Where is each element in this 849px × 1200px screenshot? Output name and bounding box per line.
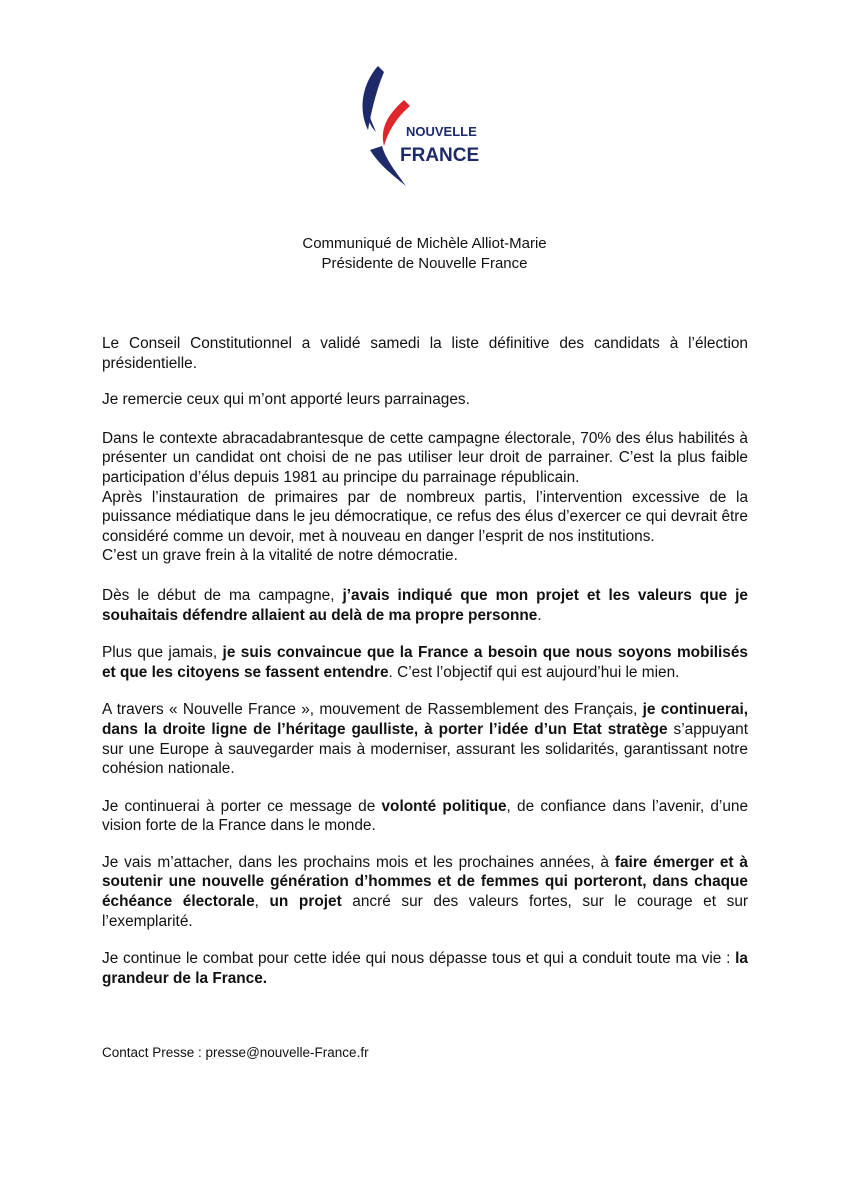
paragraph-2 xyxy=(102,390,748,410)
paragraph-text: Je continuerai à porter ce message de xyxy=(102,797,382,815)
paragraph-5 xyxy=(102,546,748,566)
paragraph-text: Dans le contexte abracadabrantesque de cette campagne électorale, 70% des élus habilités à présenter un candidat ont choisi de ne pas utiliser leur droit de parrainer. C’est la plus faible participation d’élus depuis 1981 au principe du parrainage républicain. xyxy=(102,429,748,486)
paragraph-text: Je continue le combat pour cette idée qui nous dépasse tous et qui a conduit toute ma vie : xyxy=(102,950,736,968)
paragraph-6 xyxy=(102,586,748,625)
emphasis-text: un projet xyxy=(269,893,342,911)
heading-line-2: Présidente de Nouvelle France xyxy=(321,255,528,272)
emphasis-text: je suis convaincue que la France a besoin que nous soyons mobilisés et que les citoyens se fassent entendre xyxy=(102,644,748,681)
paragraph-9 xyxy=(102,797,748,836)
paragraph-3 xyxy=(102,429,748,488)
paragraph-7 xyxy=(102,643,748,682)
paragraph-text: . xyxy=(537,606,542,624)
paragraph-text: s’appuyant sur une Europe à sauvegarder mais à moderniser, assurant les solidarités, garantissant notre cohésion nationale. xyxy=(102,720,748,778)
paragraph-4 xyxy=(102,488,748,547)
emphasis-text: j’avais indiqué que mon projet et les valeurs que je souhaitais défendre allaient au delà de ma propre personne xyxy=(102,586,748,624)
paragraph-text: ancré sur des valeurs fortes, sur le courage et sur l’exemplarité. xyxy=(102,893,749,930)
emphasis-text: la grandeur de la France. xyxy=(102,950,748,987)
paragraph-text: Plus que jamais, xyxy=(102,644,223,662)
logo-line-2: FRANCE xyxy=(400,145,480,166)
paragraph-text: , xyxy=(254,893,270,911)
emphasis-text: je continuerai, dans la droite ligne de l’héritage gaulliste, à porter l’idée d’un Etat stratège xyxy=(102,701,748,738)
paragraph-text: , de confiance dans l’avenir, d’une vision forte de la France dans le monde. xyxy=(102,797,749,835)
paragraph-8 xyxy=(102,700,748,778)
paragraph-text: . C’est l’objectif qui est aujourd’hui le mien. xyxy=(388,663,680,681)
paragraph-text: Dès le début de ma campagne, xyxy=(102,586,343,604)
press-contact: Contact Presse : presse@nouvelle-France.fr xyxy=(102,1045,369,1060)
nouvelle-france-logo xyxy=(356,66,496,188)
paragraph-text: Je vais m’attacher, dans les prochains mois et les prochaines années, à xyxy=(102,853,615,871)
paragraph-10 xyxy=(102,853,748,931)
emphasis-text: volonté politique xyxy=(381,797,507,815)
paragraph-text: Le Conseil Constitutionnel a validé samedi la liste définitive des candidats à l’élection présidentielle. xyxy=(102,335,748,372)
paragraph-text: Après l’instauration de primaires par de nombreux partis, l’intervention excessive de la puissance médiatique dans le jeu démocratique, ce refus des élus d’exercer ce qui devrait être considéré comme un devoir, met à nouveau en danger l’esprit de nos institutions. xyxy=(102,488,748,545)
paragraph-11 xyxy=(102,949,748,988)
paragraph-1 xyxy=(102,334,748,373)
paragraph-text: C’est un grave frein à la vitalité de notre démocratie. xyxy=(102,547,458,565)
paragraph-text: A travers « Nouvelle France », mouvement de Rassemblement des Français, xyxy=(102,701,643,719)
paragraph-text: Je remercie ceux qui m’ont apporté leurs parrainages. xyxy=(102,391,470,409)
logo-line-1: NOUVELLE xyxy=(406,124,477,139)
communique-body xyxy=(102,334,748,988)
communique-heading xyxy=(0,234,849,274)
heading-line-1: Communiqué de Michèle Alliot-Marie xyxy=(302,235,547,252)
emphasis-text: faire émerger et à soutenir une nouvelle génération d’hommes et de femmes qui porteront, dans chaque échéance électorale xyxy=(102,853,748,911)
